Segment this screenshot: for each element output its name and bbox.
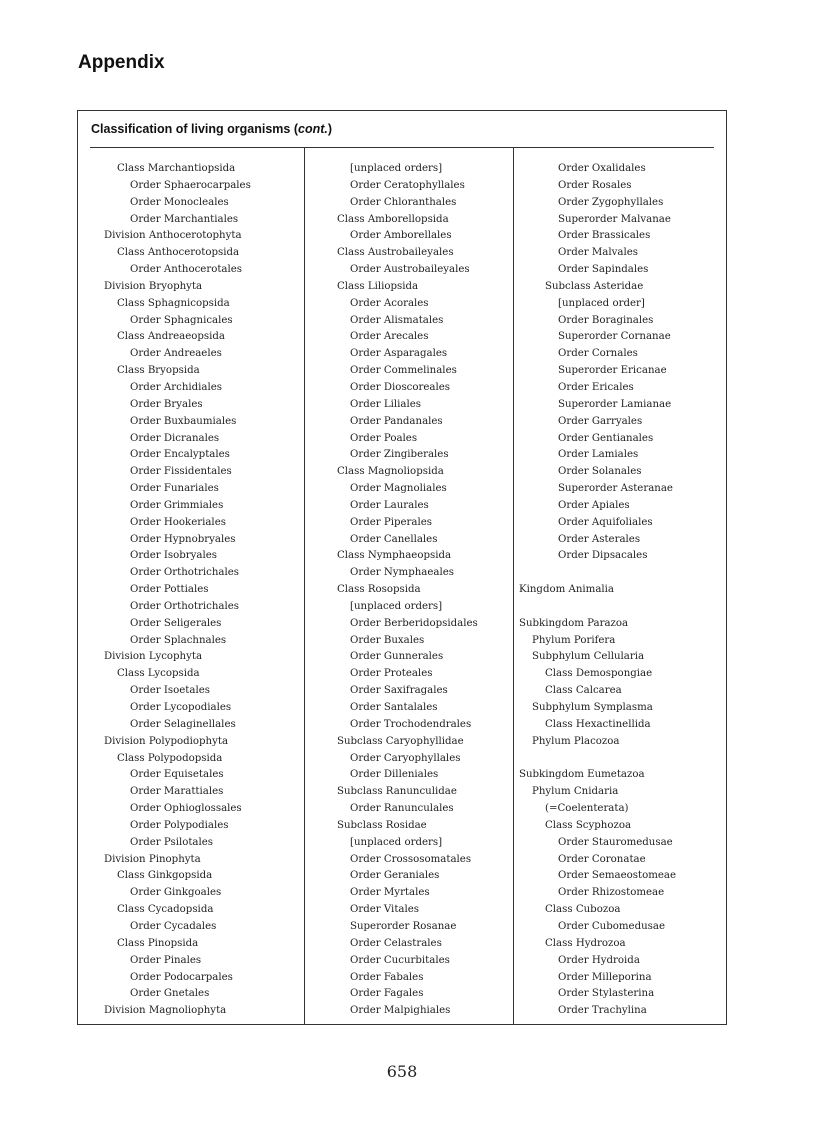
taxon-entry: Class Liliopsida	[337, 280, 419, 292]
taxon-entry: Order Isoetales	[130, 685, 210, 697]
taxon-entry: Order Trachylina	[558, 1005, 647, 1017]
taxon-entry: Order Cycadales	[130, 920, 217, 932]
taxon-entry: Class Austrobaileyales	[337, 247, 454, 259]
taxon-entry: Order Commelinales	[350, 365, 457, 377]
taxon-entry: Order Buxales	[350, 634, 425, 646]
taxon-entry: Class Demospongiae	[545, 668, 653, 680]
taxon-entry: Class Rosopsida	[337, 584, 421, 596]
taxon-entry: Class Hexactinellida	[545, 718, 651, 730]
taxon-entry: Order Sphagnicales	[130, 314, 233, 326]
taxon-entry: Class Magnoliopsida	[337, 466, 444, 478]
taxon-entry: Order Marchantiales	[130, 213, 239, 225]
table-title-text: Classification of living organisms	[91, 122, 291, 136]
taxon-entry: Order Lamiales	[558, 449, 639, 461]
taxon-entry: Order Canellales	[350, 533, 438, 545]
taxon-entry: Division Anthocerotophyta	[104, 230, 242, 242]
taxon-entry: Order Liliales	[350, 398, 422, 410]
taxon-entry: Kingdom Animalia	[519, 584, 615, 596]
taxon-entry: Order Acorales	[350, 297, 429, 309]
taxon-entry: Order Isobryales	[130, 550, 218, 562]
taxon-entry: Class Cycadopsida	[117, 904, 214, 916]
taxon-entry: Order Monocleales	[130, 196, 229, 208]
taxon-entry: Order Proteales	[350, 668, 433, 680]
taxon-entry: Superorder Lamianae	[558, 398, 672, 410]
taxon-entry: Class Andreaeopsida	[117, 331, 225, 343]
taxon-entry: Class Bryopsida	[117, 365, 200, 377]
taxon-entry: Superorder Cornanae	[558, 331, 671, 343]
taxon-entry: Phylum Cnidaria	[532, 786, 619, 798]
taxon-entry: Class Pinopsida	[117, 937, 199, 949]
taxon-entry: Order Fissidentales	[130, 466, 232, 478]
taxon-entry: Subclass Asteridae	[545, 280, 644, 292]
taxon-entry: Order Orthotrichales	[130, 567, 239, 579]
taxon-entry: Order Hookeriales	[130, 516, 226, 528]
taxon-entry: Order Stauromedusae	[558, 836, 673, 848]
taxon-entry: Class Nymphaeopsida	[337, 550, 452, 562]
taxon-entry: Order Magnoliales	[350, 483, 447, 495]
taxon-entry: Superorder Malvanae	[558, 213, 671, 225]
taxon-entry: Order Trochodendrales	[350, 718, 472, 730]
taxon-entry: Order Gnetales	[130, 988, 210, 1000]
taxon-entry: Order Zygophyllales	[558, 196, 664, 208]
taxon-entry: Order Lycopodiales	[130, 702, 232, 713]
taxon-entry: Order Nymphaeales	[350, 567, 454, 579]
taxon-entry: (=Coelenterata)	[545, 803, 629, 815]
taxon-entry: Order Anthocerotales	[130, 264, 243, 276]
taxon-entry: Order Garryales	[558, 415, 643, 427]
taxon-entry: Order Dioscoreales	[350, 381, 450, 393]
taxon-entry: Subkingdom Eumetazoa	[519, 769, 645, 781]
taxon-entry: Class Amborellopsida	[337, 213, 449, 225]
taxon-entry: Order Orthotrichales	[130, 600, 239, 612]
column-divider	[304, 148, 305, 1024]
page-number: 658	[386, 1062, 418, 1081]
taxon-entry: Division Lycophyta	[104, 651, 203, 663]
blank-row	[519, 565, 676, 582]
taxon-entry: Order Cucurbitales	[350, 954, 450, 966]
taxonomy-column-1	[104, 161, 251, 1020]
table-title	[91, 122, 332, 136]
taxon-entry: Class Scyphozoa	[545, 819, 632, 831]
taxon-entry: Order Celastrales	[350, 937, 442, 949]
taxon-entry: Order Dipsacales	[558, 550, 648, 562]
taxon-entry: Class Polypodopsida	[117, 752, 223, 764]
taxon-entry: Class Hydrozoa	[545, 937, 626, 949]
taxon-entry: Order Apiales	[558, 499, 630, 511]
blank-row	[519, 599, 676, 616]
taxon-entry: Order Pandanales	[350, 415, 443, 427]
taxon-entry: Order Dilleniales	[350, 769, 439, 781]
taxon-entry: Order Funariales	[130, 483, 219, 495]
taxon-entry: Division Magnoliophyta	[104, 1005, 227, 1017]
blank-row	[519, 751, 676, 768]
taxon-entry: Class Anthocerotopsida	[117, 247, 240, 259]
taxon-entry: Order Gunnerales	[350, 651, 444, 663]
taxon-entry: Order Sapindales	[558, 264, 649, 276]
title-rule	[90, 147, 714, 148]
taxon-entry: Order Cornales	[558, 348, 638, 360]
taxon-entry: Order Brassicales	[558, 230, 651, 242]
column-divider	[513, 148, 514, 1024]
taxon-entry: [unplaced order]	[558, 297, 645, 309]
taxon-entry: Order Laurales	[350, 499, 429, 511]
taxon-entry: Class Ginkgopsida	[117, 870, 213, 882]
taxon-entry: Order Rhizostomeae	[558, 887, 665, 899]
taxon-entry: Order Fabales	[350, 971, 424, 983]
taxon-entry: Class Calcarea	[545, 685, 622, 697]
taxon-entry: Order Selaginellales	[130, 718, 236, 730]
taxon-entry: Order Asparagales	[350, 348, 448, 360]
taxon-entry: Order Milleporina	[558, 971, 652, 983]
taxon-entry: Order Archidiales	[130, 381, 223, 393]
taxon-entry: Order Caryophyllales	[350, 752, 461, 764]
taxon-entry: Order Podocarpales	[130, 971, 233, 983]
taxon-entry: Order Pottiales	[130, 584, 209, 596]
taxon-entry: Order Stylasterina	[558, 988, 655, 1000]
taxon-entry: Order Ophioglossales	[130, 803, 242, 815]
taxon-entry: Subclass Rosidae	[337, 819, 427, 831]
taxon-entry: Order Gentianales	[558, 432, 654, 444]
table-title-paren-close: )	[327, 122, 333, 136]
taxon-entry: Order Polypodiales	[130, 819, 229, 831]
taxon-entry: Order Semaeostomeae	[558, 870, 677, 882]
taxon-entry: [unplaced orders]	[350, 600, 443, 612]
taxonomy-column-2	[337, 161, 478, 1020]
taxon-entry: Subphylum Symplasma	[532, 702, 653, 713]
taxon-entry: Order Saxifragales	[350, 685, 448, 697]
taxon-entry: Order Berberidopsidales	[350, 617, 478, 629]
taxon-entry: Order Vitales	[350, 904, 419, 916]
taxon-entry: Order Ranunculales	[350, 803, 454, 815]
taxon-entry: Division Bryophyta	[104, 280, 203, 292]
taxon-entry: Order Encalyptales	[130, 449, 230, 461]
taxon-entry: Order Crossosomatales	[350, 853, 472, 865]
taxon-entry: Order Arecales	[350, 331, 429, 343]
taxon-entry: Order Equisetales	[130, 769, 224, 781]
taxon-entry: Order Malpighiales	[350, 1005, 451, 1017]
taxon-entry: Order Piperales	[350, 516, 433, 528]
taxon-entry: Order Ericales	[558, 381, 634, 393]
taxon-entry: Order Malvales	[558, 247, 638, 259]
taxon-entry: Order Poales	[350, 432, 418, 444]
taxon-entry: Order Chloranthales	[350, 196, 457, 208]
table-title-cont: cont.	[298, 122, 328, 136]
taxon-entry: [unplaced orders]	[350, 163, 443, 174]
taxon-entry: Order Marattiales	[130, 786, 224, 798]
taxon-entry: Division Pinophyta	[104, 853, 201, 865]
taxon-entry: Order Santalales	[350, 702, 438, 713]
taxon-entry: Order Psilotales	[130, 836, 214, 848]
taxon-entry: Superorder Asteranae	[558, 483, 673, 495]
taxon-entry: Order Rosales	[558, 179, 632, 191]
taxon-entry: Order Austrobaileyales	[350, 264, 470, 276]
taxon-entry: Order Boraginales	[558, 314, 654, 326]
taxon-entry: Order Solanales	[558, 466, 642, 478]
taxon-entry: Order Geraniales	[350, 870, 440, 882]
taxon-entry: Order Dicranales	[130, 432, 220, 444]
taxon-entry: Order Pinales	[130, 954, 202, 966]
table-title-paren-open: (	[290, 122, 298, 136]
taxon-entry: Order Myrtales	[350, 887, 430, 899]
taxon-entry: Subkingdom Parazoa	[519, 617, 629, 629]
taxon-entry: Order Asterales	[558, 533, 641, 545]
taxon-entry: Order Grimmiales	[130, 499, 224, 511]
taxon-entry: Order Seligerales	[130, 617, 222, 629]
taxon-entry: Order Oxalidales	[558, 163, 646, 174]
taxon-entry: Phylum Placozoa	[532, 735, 620, 747]
taxon-entry: Order Ginkgoales	[130, 887, 222, 899]
taxon-entry: Superorder Ericanae	[558, 365, 667, 377]
taxon-entry: Order Splachnales	[130, 634, 227, 646]
taxon-entry: Order Bryales	[130, 398, 203, 410]
taxon-entry: Subphylum Cellularia	[532, 651, 645, 663]
taxon-entry: Order Andreaeles	[130, 348, 222, 360]
taxon-entry: Phylum Porifera	[532, 634, 616, 646]
taxon-entry: Order Fagales	[350, 988, 424, 1000]
taxon-entry: Order Coronatae	[558, 853, 646, 865]
taxon-entry: Order Hypnobryales	[130, 533, 236, 545]
taxon-entry: Class Cubozoa	[545, 904, 621, 916]
taxonomy-column-3	[519, 161, 676, 1020]
taxon-entry: Subclass Caryophyllidae	[337, 735, 464, 747]
taxon-entry: Order Alismatales	[350, 314, 444, 326]
taxon-entry: Order Zingiberales	[350, 449, 449, 461]
taxon-entry: Order Aquifoliales	[558, 516, 653, 528]
taxon-entry: Order Cubomedusae	[558, 920, 665, 932]
taxon-entry: Class Sphagnicopsida	[117, 297, 230, 309]
taxon-entry: Class Marchantiopsida	[117, 163, 236, 174]
taxon-entry: Order Hydroida	[558, 954, 640, 966]
taxon-entry: Order Sphaerocarpales	[130, 179, 251, 191]
page-heading: Appendix	[78, 52, 165, 73]
taxon-entry: Subclass Ranunculidae	[337, 786, 457, 798]
taxon-entry: Division Polypodiophyta	[104, 735, 229, 747]
classification-table	[77, 110, 727, 1025]
taxon-entry: Superorder Rosanae	[350, 920, 457, 932]
taxon-entry: Order Buxbaumiales	[130, 415, 237, 427]
taxon-entry: Order Ceratophyllales	[350, 179, 465, 191]
taxon-entry: Class Lycopsida	[117, 668, 200, 680]
taxon-entry: Order Amborellales	[350, 230, 452, 242]
taxon-entry: [unplaced orders]	[350, 836, 443, 848]
